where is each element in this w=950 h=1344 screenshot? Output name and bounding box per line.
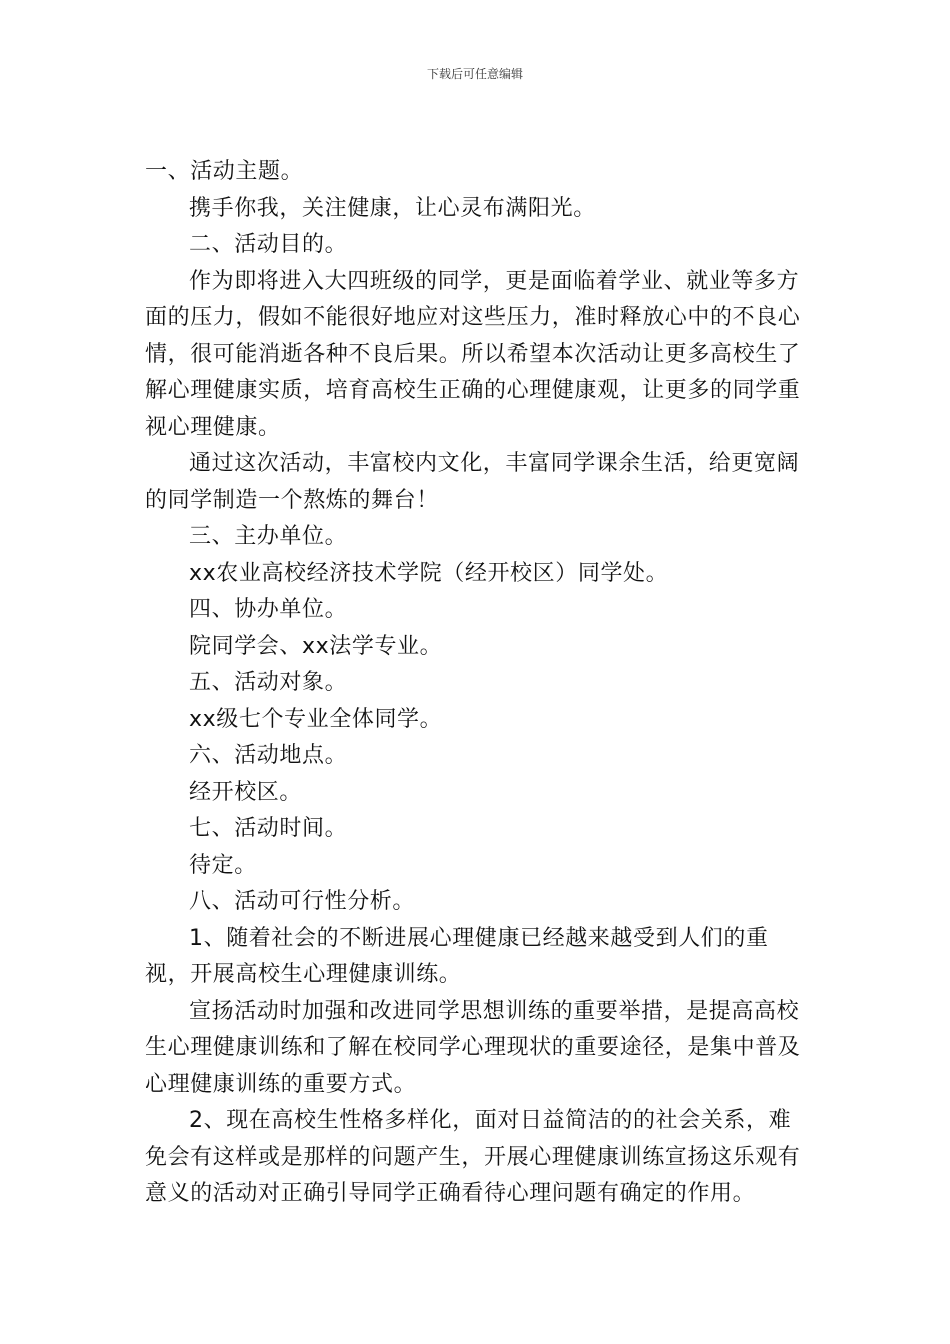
section-heading-theme: 一、活动主题。 (145, 159, 304, 184)
paragraph-audience: xx级七个专业全体同学。 (189, 706, 443, 732)
section-heading-location: 六、活动地点。 (189, 743, 348, 768)
section-heading-organizer: 三、主办单位。 (189, 524, 348, 549)
paragraph-location: 经开校区。 (189, 779, 303, 805)
paragraph-feasibility-3: 2、现在高校生性格多样化，面对日益简洁的的社会关系，难免会有这样或是那样的问题产生，开展心理健康训练宣扬这乐观有意义的活动对正确引导同学正确看待心理问题有确定的作用。 (145, 1108, 801, 1206)
paragraph-feasibility-2: 宣扬活动时加强和改进同学思想训练的重要举措，是提高高校生心理健康训练和了解在校同学心理现状的重要途径，是集中普及心理健康训练的重要方式。 (145, 998, 801, 1097)
paragraph-purpose-2: 通过这次活动，丰富校内文化，丰富同学课余生活，给更宽阔的同学制造一个熬炼的舞台！ (145, 451, 800, 513)
section-heading-purpose: 二、活动目的。 (189, 232, 348, 257)
paragraph-theme-text: 携手你我，关注健康，让心灵布满阳光。 (189, 195, 596, 221)
paragraph-co-organizer: 院同学会、xx法学专业。 (189, 633, 443, 659)
paragraph-purpose-1: 作为即将进入大四班级的同学，更是面临着学业、就业等多方面的压力，假如不能很好地应对这些压力，准时释放心中的不良心情，很可能消逝各种不良后果。所以希望本次活动让更多高校生了解心理健康实质，培育高校生正确的心理健康观，让更多的同学重视心理健康。 (145, 268, 801, 440)
paragraph-feasibility-1: 1、随着社会的不断进展心理健康已经越来越受到人们的重视，开展高校生心理健康训练。 (145, 925, 769, 987)
section-heading-feasibility: 八、活动可行性分析。 (189, 889, 416, 914)
paragraph-time: 待定。 (189, 852, 257, 878)
section-heading-co-organizer: 四、协办单位。 (189, 597, 348, 622)
page-header-note: 下载后可任意编辑 (426, 67, 523, 81)
paragraph-organizer: xx农业高校经济技术学院（经开校区）同学处。 (189, 560, 669, 586)
section-heading-audience: 五、活动对象。 (189, 670, 348, 695)
document-body (145, 154, 809, 1213)
section-heading-time: 七、活动时间。 (189, 816, 348, 841)
